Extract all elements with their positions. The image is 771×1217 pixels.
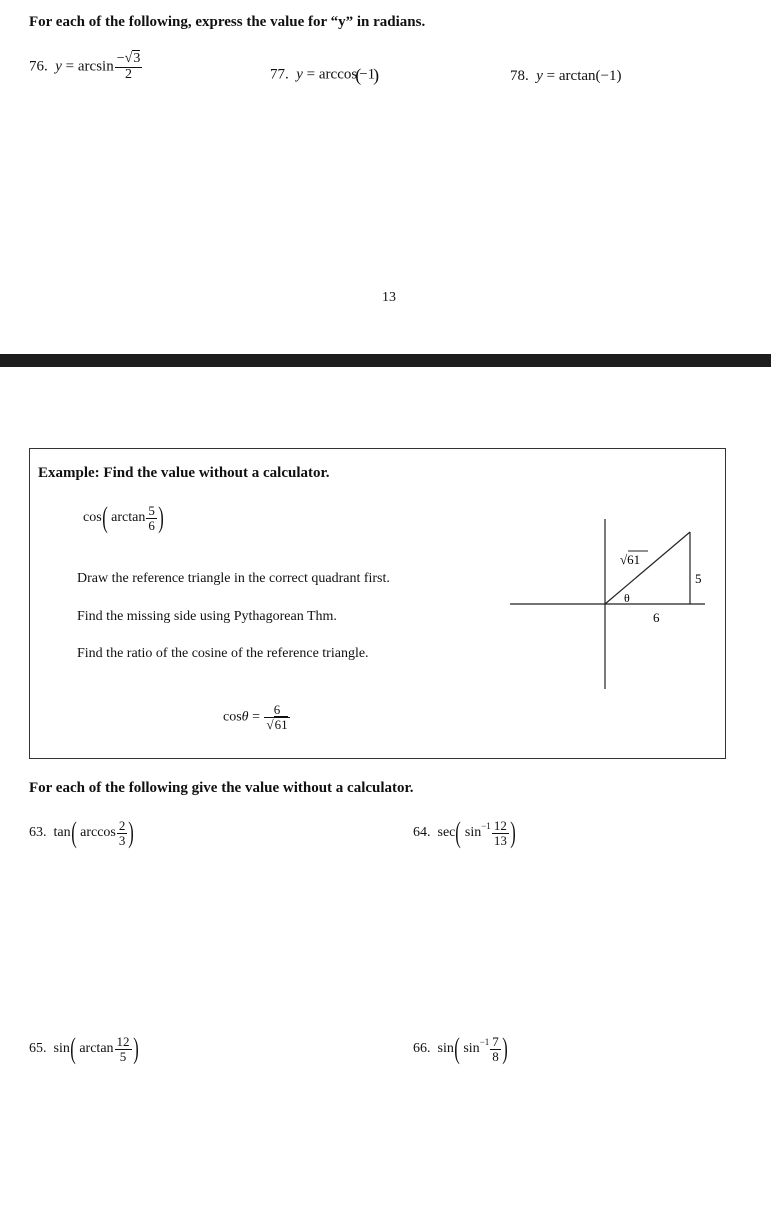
function-name: arctan bbox=[558, 68, 596, 84]
fraction bbox=[146, 504, 157, 532]
numerator-sign: − bbox=[116, 51, 125, 66]
result-function: cos bbox=[223, 709, 242, 725]
outer-function: tan bbox=[53, 825, 71, 841]
hypotenuse bbox=[605, 532, 690, 604]
fraction bbox=[115, 52, 143, 82]
angle-label: θ bbox=[624, 591, 630, 605]
fraction bbox=[115, 1035, 132, 1063]
cosine-result: cosθ = $\frac{6}{√61}$ bbox=[223, 702, 288, 732]
problem-65 bbox=[29, 1034, 139, 1064]
problem-number: 66. bbox=[413, 1041, 431, 1057]
left-paren: ( bbox=[455, 816, 462, 849]
function-name: arcsin bbox=[77, 58, 114, 75]
fraction bbox=[117, 819, 128, 847]
sqrt: √3 bbox=[124, 51, 141, 66]
numerator: 2 bbox=[118, 817, 126, 833]
numerator: 7 bbox=[492, 1033, 499, 1049]
fraction bbox=[492, 819, 509, 847]
hypotenuse-radicand: 61 bbox=[627, 552, 641, 567]
left-paren: ( bbox=[454, 1032, 460, 1065]
denominator: 13 bbox=[493, 832, 507, 848]
problem-77: 77. y = arccos(−1) bbox=[270, 65, 380, 85]
denominator bbox=[264, 718, 289, 732]
reference-triangle-diagram bbox=[500, 509, 715, 694]
problem-number: 76. bbox=[29, 58, 48, 75]
right-paren: ) bbox=[158, 501, 164, 534]
problem-variable: y bbox=[55, 58, 62, 75]
example-box bbox=[29, 448, 726, 759]
hypotenuse-label bbox=[620, 552, 640, 567]
denominator: 5 bbox=[119, 1048, 127, 1064]
problem-64 bbox=[413, 818, 516, 848]
inverse-exponent: −1 bbox=[481, 821, 491, 832]
problem-number: 63. bbox=[29, 825, 47, 841]
radicand: 3 bbox=[133, 51, 141, 66]
numerator: 5 bbox=[148, 502, 155, 518]
problem-76: 76. y = arcsin $\frac{-√3}{2}$ bbox=[29, 51, 141, 82]
left-paren: ( bbox=[101, 501, 108, 534]
inverse-exponent: −1 bbox=[479, 1037, 490, 1048]
sqrt-symbol: √ bbox=[620, 552, 628, 567]
step-3: Find the ratio of the cosine of the reference triangle. bbox=[77, 646, 369, 661]
right-paren: ) bbox=[132, 1032, 139, 1065]
argument: −1 bbox=[359, 66, 376, 83]
inner-function: sin bbox=[464, 825, 482, 841]
result-variable: θ bbox=[241, 709, 249, 725]
opposite-label: 5 bbox=[695, 571, 702, 586]
problem-number: 65. bbox=[29, 1041, 47, 1057]
left-paren: ( bbox=[70, 816, 77, 849]
problem-78: 78. y = arctan(−1) bbox=[510, 68, 622, 84]
problem-number: 78. bbox=[510, 68, 529, 84]
inner-function: arctan bbox=[79, 1041, 114, 1057]
right-paren: ) bbox=[373, 65, 380, 85]
left-paren: ( bbox=[70, 1032, 76, 1065]
page-number: 13 bbox=[382, 290, 396, 305]
fraction bbox=[490, 1035, 501, 1063]
denominator: 2 bbox=[125, 66, 133, 82]
problem-number: 77. bbox=[270, 66, 289, 83]
numerator: 12 bbox=[493, 817, 507, 833]
right-paren: ) bbox=[502, 1032, 508, 1065]
top-heading: For each of the following, express the value for “y” in radians. bbox=[29, 14, 426, 30]
result-fraction bbox=[264, 703, 289, 731]
inner-function: arctan bbox=[111, 510, 146, 526]
radicand: 61 bbox=[274, 716, 288, 732]
example-expression bbox=[83, 503, 164, 533]
bottom-heading: For each of the following give the value without a calculator. bbox=[29, 780, 414, 796]
left-paren: ( bbox=[355, 65, 362, 85]
numerator: 6 bbox=[264, 703, 289, 718]
right-paren: ) bbox=[510, 816, 516, 849]
step-2: Find the missing side using Pythagorean Thm. bbox=[77, 609, 337, 624]
example-title: Example: Find the value without a calculator. bbox=[38, 465, 330, 481]
problem-number: 64. bbox=[413, 825, 431, 841]
right-paren: ) bbox=[128, 816, 135, 849]
problem-variable: y bbox=[536, 68, 543, 84]
outer-function: cos bbox=[83, 510, 102, 526]
problem-66 bbox=[413, 1034, 508, 1064]
outer-function: sin bbox=[53, 1041, 70, 1057]
page-divider bbox=[0, 354, 771, 367]
denominator: 6 bbox=[148, 517, 155, 533]
function-name: arccos bbox=[318, 66, 358, 83]
inner-function: sin bbox=[463, 1041, 480, 1057]
inner-function: arccos bbox=[80, 825, 116, 841]
adjacent-label: 6 bbox=[653, 610, 660, 625]
problem-variable: y bbox=[296, 66, 303, 83]
argument: (−1) bbox=[595, 68, 622, 84]
step-1: Draw the reference triangle in the correct quadrant first. bbox=[77, 571, 390, 586]
sqrt: √61 bbox=[266, 716, 288, 732]
problem-63 bbox=[29, 818, 134, 848]
numerator: 12 bbox=[116, 1033, 130, 1049]
denominator: 3 bbox=[118, 832, 126, 848]
outer-function: sin bbox=[437, 1041, 454, 1057]
denominator: 8 bbox=[492, 1048, 499, 1064]
outer-function: sec bbox=[437, 825, 456, 841]
